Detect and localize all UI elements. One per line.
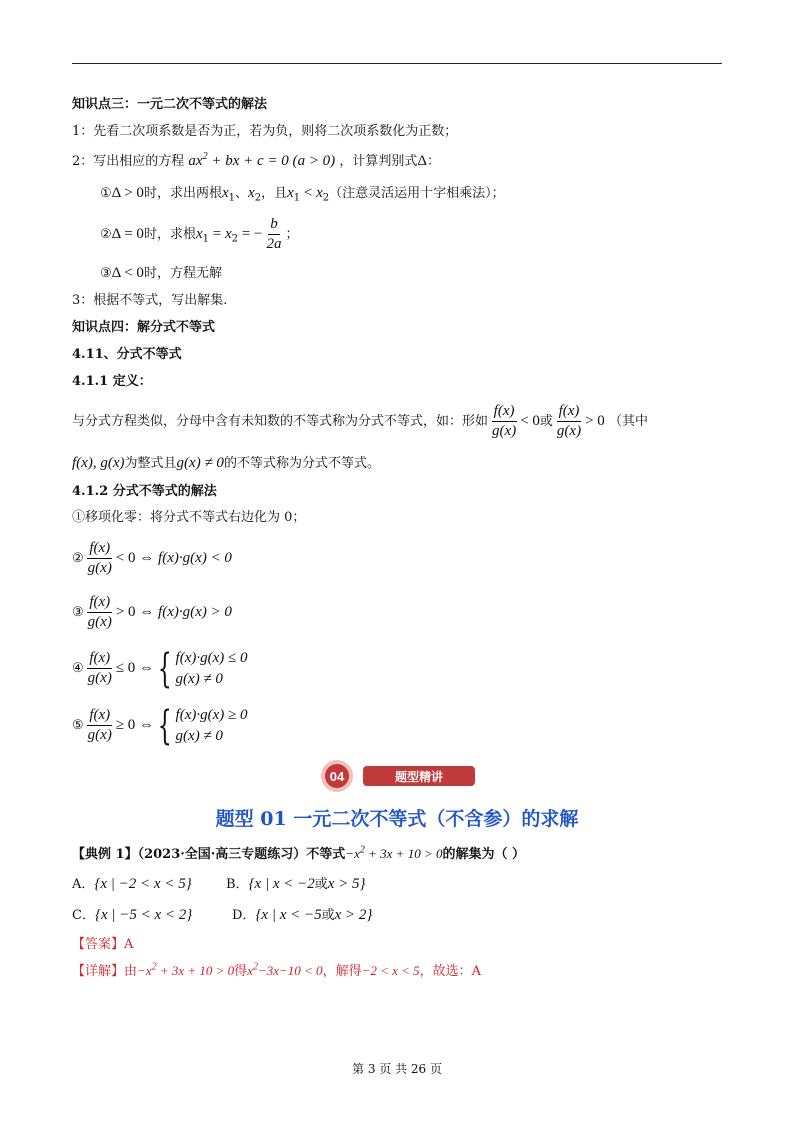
section3-heading: 知识点三：一元二次不等式的解法 — [72, 97, 268, 112]
quadratic-equation: $ax^2$ + bx + c = 0 (a > 0) — [188, 151, 336, 169]
def-or: 或 — [539, 414, 553, 429]
option-a: A．{x | −2 < x < 5} — [72, 876, 192, 892]
detail-tag: 【详解】 — [72, 964, 125, 979]
option-d-label: D． — [232, 908, 256, 923]
rule4-mark: ④ — [72, 661, 84, 676]
case3-mark: ③ — [100, 266, 112, 281]
section3-step2: 2：写出相应的方程 $ax^2$ + bx + c = 0 (a > 0) ，计算判别式Δ： — [72, 151, 441, 169]
def-line2-suffix: 为整式且 — [124, 456, 177, 471]
step2-prefix: 2：写出相应的方程 — [72, 154, 185, 169]
section3-step1: 1：先看二次项系数是否为正，若为负，则将二次项系数化为正数； — [72, 124, 458, 139]
example-source: （2023·全国·高三专题练习）不等式 — [137, 847, 346, 862]
def-fraction-lt: $\frac{f(x)}{g(x)}$ — [492, 403, 517, 439]
rule3-mark: ③ — [72, 605, 84, 620]
def-prefix: 与分式方程类似，分母中含有未知数的不等式称为分式不等式，如：形如 — [72, 414, 489, 429]
answer-value: A — [124, 937, 134, 952]
case1-mid: 时，求出两根 — [143, 186, 222, 201]
badge-label: 题型精讲 — [394, 770, 444, 784]
def-suffix: （其中 — [608, 414, 648, 429]
section4-sub11: 4.1.1 定义： — [72, 374, 152, 389]
option-b-label: B． — [226, 877, 249, 892]
detail-4: ，故选：A — [419, 964, 482, 979]
example-question-suffix: 的解集为（ ） — [442, 847, 525, 862]
rule1: ①移项化零：将分式不等式右边化为 0； — [72, 510, 306, 525]
rule2: ② $\frac{f(x)}{g(x)}$ < 0 ⇔ f(x)·g(x) < 0 — [72, 540, 232, 576]
page-footer: 第 3 页 共 26 页 — [352, 1062, 442, 1076]
section4-sub1: 4.11、分式不等式 — [72, 347, 182, 362]
option-b: B．{x | x < −2或x > 5} — [226, 876, 366, 892]
answer-line — [72, 936, 133, 954]
case1-note: （注意灵活运用十字相乘法）； — [329, 186, 505, 201]
answer-tag: 【答案】 — [72, 937, 125, 952]
topic-title: 题型 01 一元二次不等式（不含参）的求解 — [215, 808, 579, 830]
detail-1: 由 — [124, 964, 138, 979]
section-badge — [319, 760, 479, 796]
option-c-label: C． — [72, 908, 95, 923]
option-d: D．{x | x < −5或x > 2} — [232, 907, 373, 923]
rule5: ⑤ $\frac{f(x)}{g(x)}$ ≥ 0 ⇔ { f(x)·g(x) ≥ 0 g(x) ≠ 0 — [72, 702, 248, 749]
section3-step3: 3：根据不等式，写出解集. — [72, 293, 228, 308]
section4-heading: 知识点四：解分式不等式 — [72, 320, 216, 335]
example-tag: 【典例 1】 — [72, 847, 138, 862]
badge-number: 04 — [329, 769, 345, 784]
case1-and: ，且 — [261, 186, 288, 201]
def-fraction-gt: $\frac{f(x)}{g(x)}$ — [556, 403, 582, 439]
section3-case2: ②Δ = 0时，求根$x_1 = x_2$ = − $\frac{b}{2a}$ ； — [100, 216, 299, 252]
case2-mid: 时，求根 — [143, 227, 196, 242]
rule5-mark: ⑤ — [72, 718, 84, 733]
definition-line2: f(x), g(x)为整式且g(x) ≠ 0的不等式称为分式不等式。 — [72, 455, 380, 471]
detail-3: ，解得 — [322, 964, 362, 979]
root-fraction: $\frac{b}{2a}$ — [266, 216, 282, 252]
header-rule — [72, 63, 722, 64]
option-a-label: A． — [72, 877, 95, 892]
step2-suffix: ，计算判别式 — [339, 154, 418, 169]
section3-case3: ③Δ < 0时，方程无解 — [100, 265, 222, 281]
def-line2-end: 的不等式称为分式不等式。 — [223, 456, 380, 471]
case2-mark: ② — [100, 227, 112, 242]
section3-case1: ①Δ > 0时，求出两根$x_1$、$x_2$，且$x_1 < x_2$（注意灵活运用十字相乘法）； — [100, 185, 505, 204]
example-question: 【典例 1】（2023·全国·高三专题练习）不等式$-x^2 + 3x + 10 > 0$的解集为（ ） — [72, 844, 525, 862]
detail-2: 得 — [234, 964, 248, 979]
rule4: ④ $\frac{f(x)}{g(x)}$ ≤ 0 ⇔ { f(x)·g(x) ≤ 0 g(x) ≠ 0 — [72, 645, 248, 692]
section4-sub12: 4.1.2 分式不等式的解法 — [72, 484, 217, 499]
detail-line: 【详解】由$-x^2 + 3x + 10 > 0$得$x^2-3x-10 < 0$，解得−2 < x < 5，故选：A — [72, 961, 482, 979]
case3-mid: 时，方程无解 — [143, 266, 222, 281]
case1-mark: ① — [100, 186, 112, 201]
rule3: ③ $\frac{f(x)}{g(x)}$ > 0 ⇔ f(x)·g(x) > 0 — [72, 594, 232, 630]
badge-graphic — [319, 760, 479, 792]
rule2-mark: ② — [72, 551, 84, 566]
definition-line1: 与分式方程类似，分母中含有未知数的不等式称为分式不等式，如：形如 $\frac{f(x)}{g(x)}$ < 0或 $\frac{f(x)}{g(x)}$ > 0 （其中 — [72, 403, 648, 439]
option-c: C．{x | −5 < x < 2} — [72, 907, 193, 923]
